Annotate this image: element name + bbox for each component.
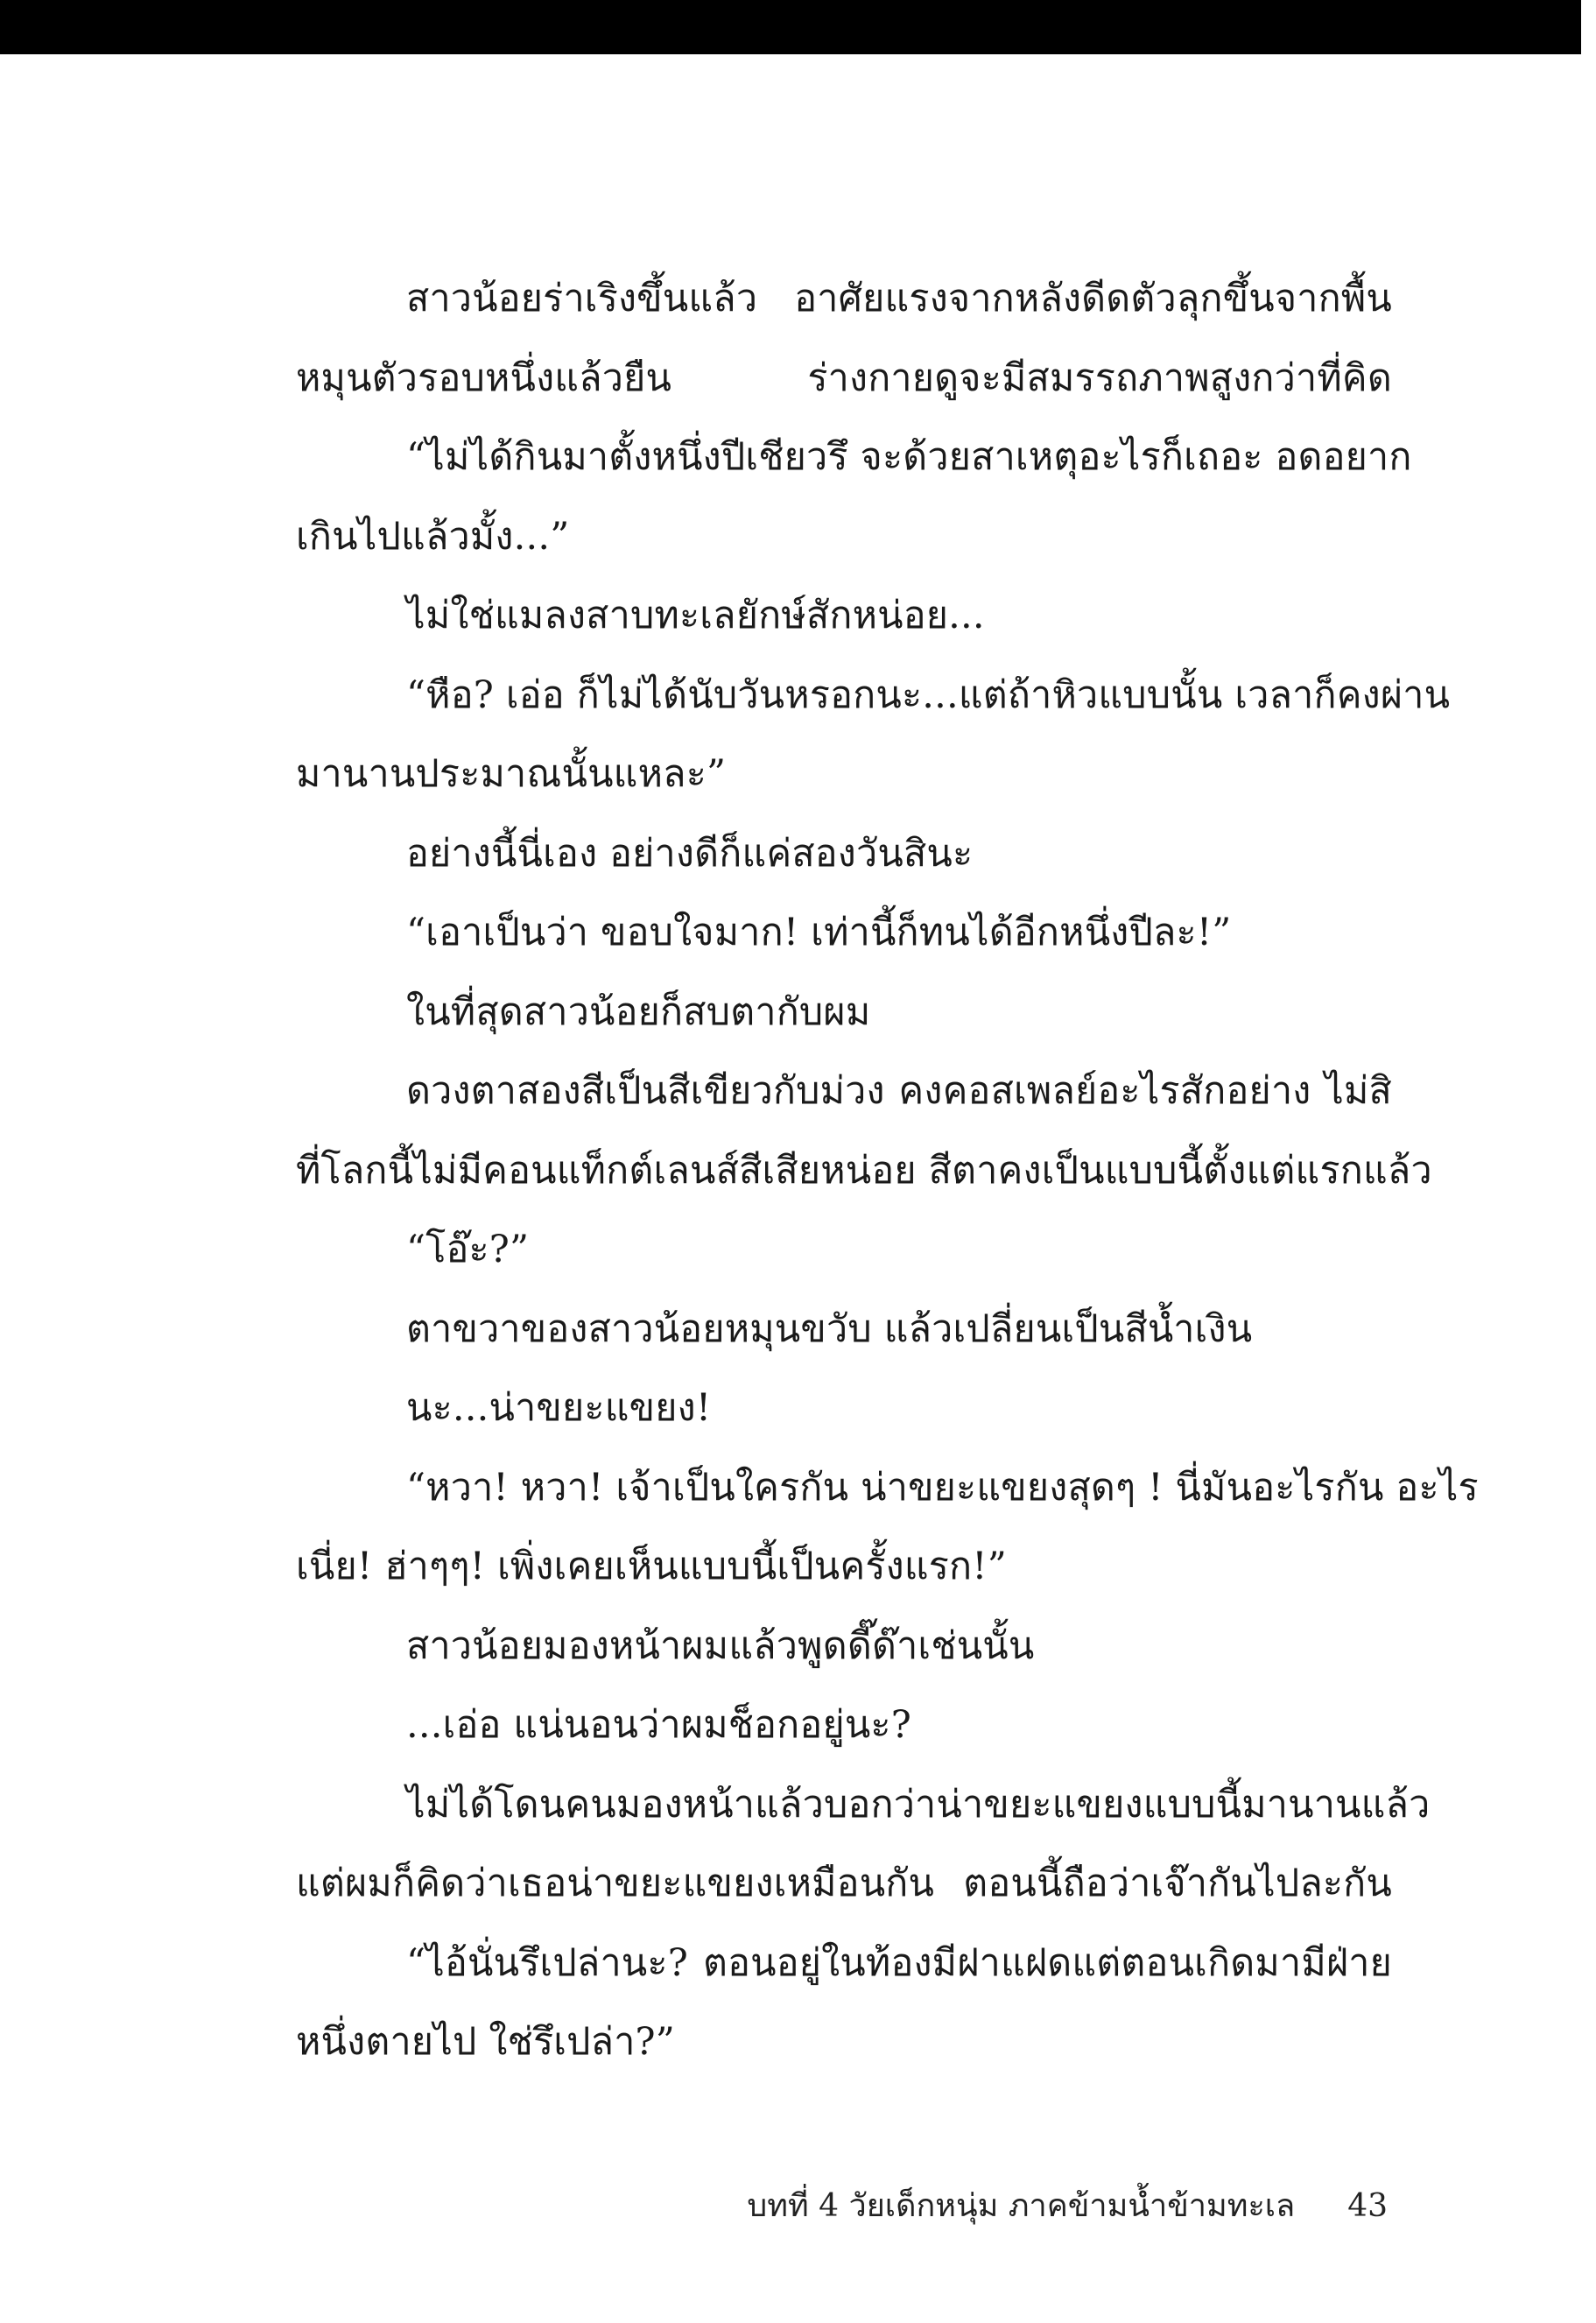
- text-line: อย่างนี้นี่เอง อย่างดีก็แค่สองวันสินะ: [406, 831, 974, 876]
- text-line: “โอ๊ะ?”: [406, 1228, 530, 1271]
- text-line: มานานประมาณนั้นแหละ”: [296, 752, 727, 796]
- text-line: ในที่สุดสาวน้อยก็สบตากับผม: [406, 989, 871, 1034]
- text-line: เนี่ย! ฮ่าๆๆ! เพิ่งเคยเห็นแบบนี้เป็นครั้งแรก!”: [296, 1545, 1007, 1588]
- text-line: “หวา! หวา! เจ้าเป็นใครกัน น่าขยะแขยงสุดๆ ! นี่มันอะไรกัน อะไร: [406, 1465, 1479, 1510]
- text-line: หมุนตัวรอบหนึ่งแล้วยืน ร่างกายดูจะมีสมรรถภาพสูงกว่าที่คิด: [296, 355, 1392, 400]
- page-footer: [747, 2186, 1388, 2228]
- text-line: สาวน้อยมองหน้าผมแล้วพูดดี๊ด๊าเช่นนั้น: [406, 1623, 1035, 1668]
- text-line: ไม่ใช่แมลงสาบทะเลยักษ์สักหน่อย...: [406, 594, 985, 637]
- text-line: ตาขวาของสาวน้อยหมุนขวับ แล้วเปลี่ยนเป็นสีน้ำเงิน: [406, 1306, 1253, 1351]
- text-line: ที่โลกนี้ไม่มีคอนแท็กต์เลนส์สีเสียหน่อย สีตาคงเป็นแบบนี้ตั้งแต่แรกแล้ว: [296, 1148, 1432, 1193]
- text-line: “หือ? เอ่อ ก็ไม่ได้นับวันหรอกนะ...แต่ถ้าหิวแบบนั้น เวลาก็คงผ่าน: [406, 672, 1451, 717]
- text-line: ไม่ได้โดนคนมองหน้าแล้วบอกว่าน่าขยะแขยงแบบนี้มานานแล้ว: [406, 1782, 1431, 1827]
- text-line: หนึ่งตายไป ใช่รึเปล่า?”: [296, 2020, 675, 2064]
- text-line: ...เอ่อ แน่นอนว่าผมช็อกอยู่นะ?: [406, 1703, 911, 1747]
- text-line: ดวงตาสองสีเป็นสีเขียวกับม่วง คงคอสเพลย์อะไรสักอย่าง ไม่สิ: [406, 1069, 1392, 1113]
- text-line: แต่ผมก็คิดว่าเธอน่าขยะแขยงเหมือนกัน ตอนนี้ถือว่าเจ๊ากันไปละกัน: [296, 1862, 1392, 1905]
- top-black-bar: [0, 0, 1581, 54]
- text-line: นะ...น่าขยะแขยง!: [406, 1386, 712, 1430]
- text-line: “เอาเป็นว่า ขอบใจมาก! เท่านี้ก็ทนได้อีกหนึ่งปีละ!”: [406, 911, 1232, 954]
- page-body-text: [296, 259, 1479, 2082]
- text-line: “ไอ้นั่นรึเปล่านะ? ตอนอยู่ในท้องมีฝาแฝดแต่ตอนเกิดมามีฝ่าย: [406, 1940, 1392, 1985]
- text-line: เกินไปแล้วมั้ง...”: [296, 514, 570, 559]
- page-number: 43: [1347, 2188, 1388, 2224]
- text-line: สาวน้อยร่าเริงขึ้นแล้ว อาศัยแรงจากหลังดีดตัวลุกขึ้นจากพื้น: [406, 277, 1392, 320]
- text-line: “ไม่ได้กินมาตั้งหนึ่งปีเชียวรึ จะด้วยสาเหตุอะไรก็เถอะ อดอยาก: [406, 435, 1412, 479]
- chapter-title: บทที่ 4 วัยเด็กหนุ่ม ภาคข้ามน้ำข้ามทะเล: [747, 2188, 1296, 2224]
